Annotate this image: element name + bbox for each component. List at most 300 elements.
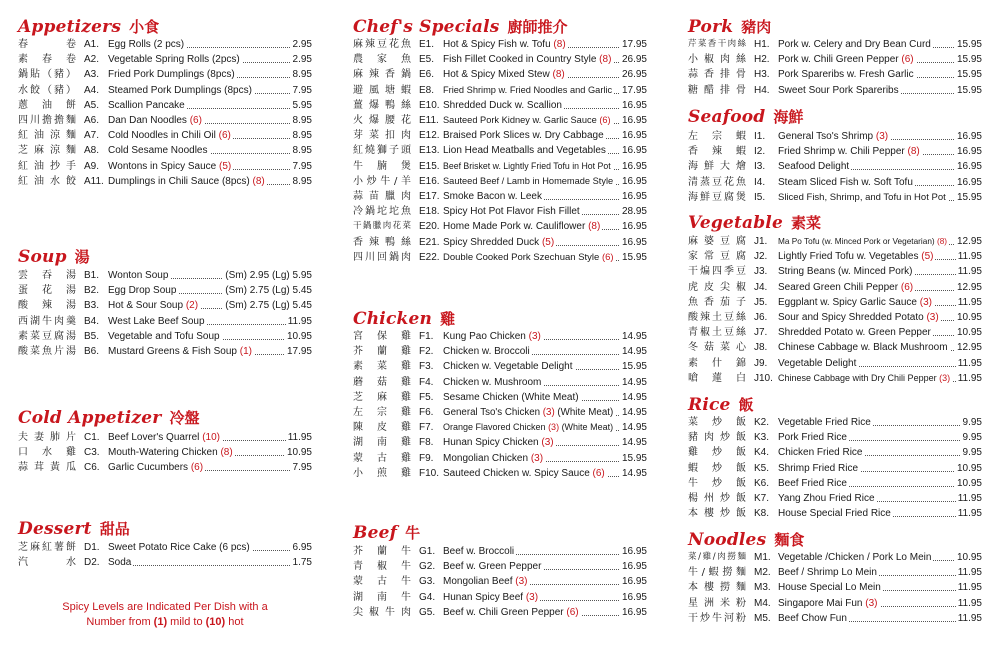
item-name: [778, 565, 879, 580]
spicy-level: (8): [220, 447, 233, 459]
item-chinese-name: 干鍋臘肉花菜: [353, 221, 411, 232]
item-price: 15.95: [956, 191, 982, 203]
section-title-zh: 素菜: [790, 214, 821, 232]
item-name: [108, 113, 204, 128]
item-price: 15.95: [621, 251, 647, 263]
item-chinese-name: 牛腩煲: [353, 160, 411, 172]
section-title-en: Beef: [353, 523, 398, 543]
item-name: [778, 129, 890, 144]
item-code: M5.: [754, 612, 771, 624]
item-name: [443, 83, 614, 98]
menu-item: [335, 204, 665, 219]
item-name-text: Sour and Spicy Shredded Potato: [778, 312, 927, 323]
menu-item: [335, 128, 665, 143]
item-price: 14.95: [621, 376, 647, 388]
note-line-2: [30, 615, 300, 630]
item-code: C3.: [84, 447, 100, 459]
item-code: J1.: [754, 236, 768, 247]
item-name: [778, 356, 858, 371]
item-name-text: Soda: [108, 557, 132, 569]
item-name: [778, 234, 949, 249]
item-name-text: Chicken Fried Rice: [778, 447, 863, 459]
item-name: [443, 204, 582, 219]
item-name: [443, 375, 543, 390]
section-title-en: Soup: [18, 247, 67, 267]
item-name-text: Home Made Pork w. Cauliflower: [443, 221, 589, 233]
item-name-text: Shrimp Fried Rice: [778, 462, 859, 474]
spicy-level: (2): [185, 300, 199, 312]
menu-item: [0, 159, 330, 174]
menu-item: [0, 128, 330, 143]
spicy-level: (8): [599, 54, 612, 66]
item-name-text: Cold Sesame Noodles: [108, 145, 208, 157]
section-title-zh: 牛: [405, 524, 421, 542]
menu-item: [0, 174, 330, 189]
menu-item: [335, 235, 665, 250]
item-code: E10.: [419, 99, 440, 111]
item-price: 11.95: [957, 493, 982, 504]
item-name: [443, 98, 564, 113]
item-name-text: Pork Spareribs w. Fresh Garlic: [778, 69, 914, 81]
menu-item: [670, 476, 1000, 491]
item-name: [443, 235, 556, 250]
spicy-level: (3): [542, 407, 555, 418]
item-name: [778, 611, 849, 626]
item-chinese-name: 避風塘蝦: [353, 84, 411, 96]
item-code: I3.: [754, 161, 766, 173]
item-name: [778, 430, 849, 445]
menu-item: [670, 264, 1000, 279]
item-code: D2.: [84, 557, 100, 569]
menu-item: [0, 540, 330, 555]
item-name: [443, 143, 608, 158]
menu-item: [335, 189, 665, 204]
menu-item: [0, 314, 330, 329]
item-chinese-name: 魚香茄子: [688, 296, 746, 308]
item-name-text: Sauteed Pork Kidney w. Garlic Sauce: [443, 115, 600, 125]
item-chinese-name: 清蒸豆花魚: [688, 176, 746, 188]
item-chinese-name: 水餃（豬）: [18, 84, 76, 96]
item-code: J9.: [754, 357, 768, 369]
item-name: [778, 461, 860, 476]
item-name-text: Dan Dan Noodles: [108, 115, 190, 126]
item-name-text: Kung Pao Chicken: [443, 331, 529, 342]
section-title-zh: 豬肉: [741, 18, 772, 36]
item-name: [778, 340, 950, 355]
spicy-level: (6): [900, 281, 914, 293]
menu-item: [670, 249, 1000, 264]
item-code: A9.: [84, 160, 100, 172]
item-price: 16.95: [621, 221, 647, 233]
item-code: G2.: [419, 561, 436, 573]
item-chinese-name: 蘑菇雞: [353, 376, 411, 388]
item-chinese-name: 楊州炒飯: [688, 493, 746, 504]
item-name-text: Dumplings in Chili Sauce (8pcs): [108, 175, 253, 187]
item-code: B3.: [84, 300, 100, 312]
item-code: E1.: [419, 39, 435, 50]
item-price: 11.95: [957, 508, 982, 520]
item-chinese-name: 家常豆腐: [688, 251, 746, 263]
item-chinese-name: 芝麻雞: [353, 391, 411, 403]
menu-item: [0, 555, 330, 570]
item-name-text: Steamed Pork Dumplings (8pcs): [108, 84, 252, 96]
menu-item: [335, 52, 665, 67]
item-name: [443, 359, 575, 374]
item-price: 10.95: [956, 552, 982, 563]
item-name-suffix: (White Meat): [554, 407, 614, 418]
menu-item: [670, 565, 1000, 580]
item-chinese-name: 紅油水餃: [18, 175, 76, 187]
section-title-en: Seafood: [688, 107, 766, 127]
item-price: 14.95: [621, 407, 647, 418]
item-code: E5.: [419, 54, 435, 66]
section-title-en: Cold Appetizer: [18, 408, 162, 428]
item-price: 11.95: [957, 372, 982, 384]
item-price: 16.95: [621, 130, 647, 142]
section-title-en: Noodles: [688, 530, 767, 550]
item-name-text: Singapore Mai Fun: [778, 597, 866, 609]
menu-item: [0, 143, 330, 158]
item-code: K7.: [754, 493, 770, 504]
item-code: I5.: [754, 191, 766, 203]
item-chinese-name: 夫妻肺片: [18, 432, 76, 443]
item-name: [443, 344, 532, 359]
spicy-level: (6): [592, 467, 605, 479]
spicy-level: (6): [601, 251, 614, 263]
item-name-text: Spicy Shredded Duck: [443, 236, 542, 248]
item-name: [778, 596, 880, 611]
item-price: 12.95: [956, 342, 982, 354]
item-name-text: Sliced Fish, Shrimp, and Tofu in Hot Pot: [778, 191, 946, 203]
item-name-text: Sauteed Beef / Lamb in Homemade Style: [443, 175, 614, 186]
item-name-text: Ma Po Tofu (w. Minced Pork or Vegetarian): [778, 237, 937, 246]
item-chinese-name: 豬肉炒飯: [688, 432, 746, 444]
menu-item: [335, 466, 665, 481]
item-price: 8.95: [292, 130, 312, 142]
item-price: 16.95: [621, 191, 647, 202]
item-name-text: Lightly Fried Tofu w. Vegetables: [778, 251, 922, 263]
menu-item: [335, 559, 665, 574]
item-name: [778, 280, 915, 295]
item-price: 11.95: [957, 567, 982, 579]
item-price: 11.95: [957, 251, 982, 263]
menu-item: [0, 113, 330, 128]
spicy-level: (3): [919, 296, 932, 308]
item-name-text: Vegetable /Chicken / Pork Lo Mein: [778, 552, 932, 563]
menu-item: [335, 250, 665, 265]
item-chinese-name: 芽菜扣肉: [353, 130, 411, 142]
spicy-level: (3): [525, 591, 539, 603]
item-code: E15.: [419, 160, 440, 172]
item-name: [108, 445, 235, 460]
item-name: [778, 325, 933, 340]
item-chinese-name: 小椒肉絲: [688, 54, 746, 66]
item-code: E13.: [419, 145, 440, 157]
menu-item: [670, 234, 1000, 249]
item-code: K2.: [754, 417, 770, 428]
item-price: 15.95: [956, 84, 982, 96]
item-price: 14.95: [621, 467, 647, 479]
section-title-en: Vegetable: [688, 213, 783, 233]
item-name: [778, 249, 935, 264]
item-name-text: Vegetable and Tofu Soup: [108, 330, 220, 342]
section-title-zh: 湯: [74, 248, 90, 266]
item-name-text: Sesame Chicken (White Meat): [443, 391, 579, 403]
item-price: 11.95: [957, 296, 982, 308]
item-code: E18.: [419, 206, 440, 218]
item-code: K8.: [754, 508, 770, 520]
item-price: 16.95: [621, 606, 647, 618]
spicy-level: (6): [599, 115, 611, 125]
spicy-level: (6): [190, 462, 204, 474]
spicy-level: (6): [218, 130, 231, 142]
item-price: 8.95: [292, 115, 312, 126]
item-name-text: Shredded Potato w. Green Pepper: [778, 327, 931, 339]
item-price: 15.95: [956, 69, 982, 81]
item-chinese-name: 薑爆鴨絲: [353, 99, 411, 111]
item-chinese-name: 芹菜香干肉絲: [688, 39, 746, 49]
item-name: [108, 268, 170, 283]
item-code: A8.: [84, 145, 100, 157]
menu-item: [335, 219, 665, 234]
item-code: E8.: [419, 84, 435, 96]
item-chinese-name: 菜炒飯: [688, 417, 746, 428]
item-name: [108, 298, 200, 313]
item-name-text: Hot & Spicy Mixed Stew: [443, 69, 553, 81]
item-code: G3.: [419, 576, 436, 588]
section-title-en: Chicken: [353, 309, 433, 329]
menu-item: [670, 550, 1000, 565]
item-name: [778, 415, 873, 430]
item-price: 26.95: [621, 69, 647, 81]
item-name: [108, 314, 207, 329]
spicy-level: (5): [921, 251, 934, 263]
item-price: 5.95: [292, 99, 312, 111]
menu-item: [670, 611, 1000, 626]
item-price: 2.95: [292, 54, 312, 66]
spicy-level: (6): [566, 606, 579, 618]
item-name: [443, 544, 516, 559]
item-chinese-name: 紅油抄手: [18, 160, 76, 172]
item-name-text: Fried Shrimp w. Chili Pepper: [778, 146, 908, 158]
item-name: [778, 371, 952, 386]
item-price: 16.95: [956, 146, 982, 158]
item-chinese-name: 素什錦: [688, 357, 746, 369]
item-chinese-name: 陳皮雞: [353, 422, 411, 434]
item-price: 16.95: [621, 236, 647, 248]
item-name: [108, 344, 254, 359]
item-code: E16.: [419, 175, 440, 187]
item-code: E12.: [419, 130, 440, 142]
item-code: J6.: [754, 312, 768, 323]
menu-item: [670, 37, 1000, 52]
item-code: F2.: [419, 346, 434, 358]
item-chinese-name: 蒙古雞: [353, 452, 411, 464]
menu-item: [335, 159, 665, 174]
item-code: J3.: [754, 266, 768, 278]
item-name-text: Hot & Spicy Fish w. Tofu: [443, 39, 554, 50]
item-name: [443, 420, 615, 435]
spicy-level: (3): [528, 331, 541, 342]
item-code: M2.: [754, 567, 771, 579]
section-title-zh: 甜品: [99, 520, 130, 538]
item-chinese-name: 冷鍋坨坨魚: [353, 206, 411, 218]
menu-item: [335, 451, 665, 466]
item-name: [778, 144, 922, 159]
item-name-text: Hunan Spicy Chicken: [443, 437, 542, 449]
menu-item: [0, 268, 330, 283]
item-price: 12.95: [956, 281, 982, 293]
menu-item: [335, 67, 665, 82]
item-name-text: Double Cooked Pork Szechuan Style: [443, 251, 602, 263]
item-code: F5.: [419, 391, 434, 403]
item-code: E22.: [419, 251, 440, 263]
menu-item: [670, 506, 1000, 521]
item-name-text: Beef w. Green Pepper: [443, 561, 542, 573]
item-chinese-name: 西湖牛肉羹: [18, 315, 76, 327]
item-price: 9.95: [962, 417, 982, 428]
item-code: D1.: [84, 542, 100, 553]
item-name: [443, 435, 556, 450]
item-name: [443, 219, 602, 234]
menu-item: [670, 325, 1000, 340]
item-chinese-name: 青椒土豆絲: [688, 327, 746, 339]
item-name-text: Mouth-Watering Chicken: [108, 447, 221, 459]
item-code: H4.: [754, 84, 770, 96]
item-price: (Sm) 2.75 (Lg) 5.45: [225, 300, 312, 312]
item-name-text: Shredded Duck w. Scallion: [443, 99, 562, 111]
item-name: [443, 559, 543, 574]
item-price: 7.95: [292, 462, 312, 474]
item-chinese-name: 菜/雞/肉撈麵: [688, 552, 746, 562]
spicy-level: (5): [541, 236, 555, 248]
item-code: C1.: [84, 432, 100, 443]
item-price: 11.95: [957, 266, 982, 278]
item-chinese-name: 湖南牛: [353, 591, 411, 603]
menu-item: [0, 298, 330, 313]
item-code: E6.: [419, 69, 435, 81]
item-price: (Sm) 2.95 (Lg) 5.95: [225, 270, 312, 281]
item-name: [443, 52, 613, 67]
menu-item: [670, 144, 1000, 159]
spicy-level: (3): [541, 437, 554, 449]
item-name: [778, 310, 941, 325]
item-code: G1.: [419, 546, 436, 557]
item-chinese-name: 星洲米粉: [688, 597, 746, 609]
menu-item: [335, 435, 665, 450]
menu-item: [0, 344, 330, 359]
menu-item: [670, 52, 1000, 67]
item-chinese-name: 火爆腰花: [353, 115, 411, 126]
item-chinese-name: 素菜雞: [353, 361, 411, 373]
section-title-en: Appetizers: [18, 17, 122, 37]
section-title-zh: 雞: [440, 310, 456, 328]
item-price: 16.95: [956, 161, 982, 173]
item-name-text: Spicy Hot Pot Flavor Fish Fillet: [443, 206, 580, 218]
item-code: A5.: [84, 99, 100, 111]
item-price: 16.95: [621, 546, 647, 557]
item-name-text: Seared Green Chili Pepper: [778, 281, 901, 293]
item-chinese-name: 蒜香排骨: [688, 69, 746, 81]
item-chinese-name: 牛炒飯: [688, 477, 746, 489]
section-title-en: Rice: [688, 395, 731, 415]
spicy-level: (3): [515, 576, 528, 588]
spicy-level: (6): [189, 115, 202, 126]
menu-item: [335, 83, 665, 98]
section-title-en: Pork: [688, 17, 734, 37]
item-name: [108, 283, 178, 298]
menu-item: [670, 430, 1000, 445]
item-name: [443, 405, 615, 420]
item-price: 10.95: [956, 312, 982, 323]
item-price: 16.95: [621, 115, 647, 126]
item-price: 16.95: [621, 561, 647, 573]
menu-item: [0, 445, 330, 460]
menu-item: [335, 375, 665, 390]
item-name: [778, 175, 915, 190]
menu-item: [670, 461, 1000, 476]
item-chinese-name: 紅油涼麵: [18, 130, 76, 142]
item-chinese-name: 湖南雞: [353, 437, 411, 449]
item-price: 8.95: [292, 145, 312, 157]
menu-item: [0, 283, 330, 298]
item-code: K3.: [754, 432, 770, 444]
menu-item: [670, 356, 1000, 371]
spicy-level: (8): [553, 39, 566, 50]
item-name-text: Vegetable Spring Rolls (2pcs): [108, 54, 240, 66]
spicy-level: (6): [901, 54, 914, 66]
item-name-text: Chinese Cabbage with Dry Chili Pepper: [778, 372, 940, 383]
item-chinese-name: 四川擔擔麵: [18, 115, 76, 126]
section-title-zh: 冷盤: [169, 409, 200, 427]
item-chinese-name: 干煸四季豆: [688, 266, 746, 278]
item-price: 17.95: [621, 84, 647, 96]
item-name-text: Hot & Sour Soup: [108, 300, 186, 312]
menu-item: [0, 430, 330, 445]
item-chinese-name: 海鮮豆腐煲: [688, 191, 746, 203]
item-code: A6.: [84, 115, 100, 126]
item-name-text: Chicken w. Vegetable Delight: [443, 361, 573, 373]
item-code: J10.: [754, 372, 773, 384]
item-name: [443, 250, 616, 265]
menu-item: [670, 371, 1000, 386]
item-chinese-name: 四川回鍋肉: [353, 251, 411, 263]
item-name-text: House Special Fried Rice: [778, 508, 891, 520]
note-text: hot: [225, 616, 244, 628]
item-price: 2.95: [292, 39, 312, 50]
item-price: 17.95: [621, 39, 647, 50]
item-name-text: Wonton Soup: [108, 270, 169, 281]
item-name-text: Braised Pork Slices w. Dry Cabbage: [443, 130, 604, 142]
item-chinese-name: 干炒牛河粉: [688, 612, 746, 624]
item-name-text: Mongolian Chicken: [443, 452, 531, 464]
item-code: M1.: [754, 552, 771, 563]
item-chinese-name: 尖椒牛肉: [353, 606, 411, 618]
section-title-en: Dessert: [18, 519, 92, 539]
item-name-suffix: (White Meat): [559, 422, 614, 433]
menu-item: [670, 310, 1000, 325]
item-price: 16.95: [621, 99, 647, 111]
item-code: E11.: [419, 115, 439, 126]
item-code: B5.: [84, 330, 100, 342]
item-chinese-name: 雲吞湯: [18, 270, 76, 281]
item-name-text: Scallion Pancake: [108, 99, 185, 111]
item-chinese-name: 鍋貼（豬）: [18, 69, 76, 81]
item-name: [443, 466, 607, 481]
item-price: 12.95: [956, 236, 982, 247]
menu-item: [335, 420, 665, 435]
item-code: E20.: [419, 221, 440, 233]
